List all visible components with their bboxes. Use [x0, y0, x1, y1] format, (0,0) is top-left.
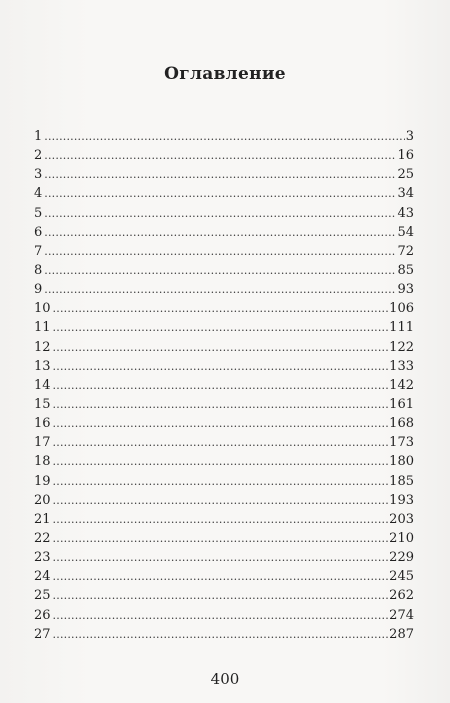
dot-leader: [53, 433, 389, 452]
toc-entry-number: 12: [34, 339, 51, 355]
toc-entry: [34, 606, 414, 625]
dot-leader: [44, 146, 396, 165]
dot-leader: [44, 204, 396, 223]
toc-entry-page: 43: [397, 205, 414, 221]
toc-entry-page: 3: [405, 129, 414, 144]
toc-entry-page: 85: [397, 262, 414, 278]
toc-entry: [34, 452, 414, 471]
toc-entry-number: 9: [34, 282, 43, 298]
dot-leader: [44, 280, 396, 299]
table-of-contents: [34, 127, 414, 644]
toc-entry: [34, 567, 414, 586]
toc-entry-page: 93: [397, 282, 414, 298]
dot-leader: [53, 510, 389, 529]
toc-entry-page: 203: [389, 511, 414, 527]
toc-entry: [34, 491, 414, 510]
dot-leader: [53, 586, 389, 605]
toc-entry: [34, 280, 414, 299]
dot-leader: [53, 452, 389, 471]
toc-entry-page: 161: [389, 396, 414, 412]
toc-entry-number: 14: [34, 377, 51, 393]
dot-leader: [44, 223, 396, 242]
toc-entry: [34, 146, 414, 165]
toc-entry-number: 17: [34, 435, 51, 451]
toc-entry-number: 6: [34, 224, 43, 240]
dot-leader: [53, 529, 389, 548]
toc-entry-number: 26: [34, 607, 51, 623]
dot-leader: [44, 165, 396, 184]
toc-entry-number: 15: [34, 396, 51, 412]
toc-entry-number: 20: [34, 492, 51, 508]
toc-entry: [34, 510, 414, 529]
toc-entry: [34, 529, 414, 548]
toc-entry-page: 111: [389, 320, 414, 336]
toc-entry-number: 5: [34, 205, 43, 221]
toc-entry-page: 262: [389, 588, 414, 604]
toc-entry-number: 7: [34, 243, 43, 259]
dot-leader: [53, 567, 389, 586]
toc-entry-page: 210: [389, 530, 414, 546]
dot-leader: [53, 376, 389, 395]
toc-entry-page: 193: [389, 492, 414, 508]
toc-entry-number: 25: [34, 588, 51, 604]
toc-entry: [34, 376, 414, 395]
toc-entry-number: 10: [34, 301, 51, 317]
toc-entry-page: 185: [389, 473, 414, 489]
toc-entry: [34, 127, 414, 146]
dot-leader: [53, 548, 389, 567]
toc-entry-number: 13: [34, 358, 51, 374]
toc-entry: [34, 184, 414, 203]
toc-entry-page: 54: [397, 224, 414, 240]
toc-entry-number: 21: [34, 511, 51, 527]
toc-entry-number: 8: [34, 262, 43, 278]
toc-entry: [34, 223, 414, 242]
toc-entry-page: 168: [389, 416, 414, 432]
toc-entry: [34, 357, 414, 376]
toc-entry-number: 22: [34, 530, 51, 546]
dot-leader: [53, 606, 389, 625]
toc-entry-number: 3: [34, 167, 43, 183]
toc-entry: [34, 433, 414, 452]
toc-entry: [34, 299, 414, 318]
toc-entry-page: 180: [389, 454, 414, 470]
toc-entry-number: 1: [34, 129, 43, 144]
toc-entry-number: 27: [34, 626, 51, 642]
dot-leader: [44, 184, 396, 203]
toc-entry: [34, 242, 414, 261]
toc-entry-number: 24: [34, 569, 51, 585]
dot-leader: [44, 127, 404, 146]
dot-leader: [53, 625, 389, 644]
toc-entry-number: 23: [34, 550, 51, 566]
toc-entry-number: 16: [34, 416, 51, 432]
dot-leader: [53, 414, 389, 433]
toc-entry-page: 142: [389, 377, 414, 393]
toc-entry-number: 2: [34, 148, 43, 164]
toc-entry-page: 287: [389, 626, 414, 642]
toc-entry-page: 173: [389, 435, 414, 451]
dot-leader: [53, 395, 389, 414]
toc-entry: [34, 261, 414, 280]
toc-entry-number: 19: [34, 473, 51, 489]
dot-leader: [44, 261, 396, 280]
toc-entry-page: 16: [397, 148, 414, 164]
toc-entry-number: 4: [34, 186, 43, 202]
toc-entry-page: 72: [397, 243, 414, 259]
toc-entry: [34, 395, 414, 414]
page-number: 400: [210, 670, 240, 688]
dot-leader: [53, 299, 389, 318]
toc-entry: [34, 472, 414, 491]
toc-entry: [34, 548, 414, 567]
toc-entry-page: 274: [389, 607, 414, 623]
dot-leader: [53, 318, 389, 337]
dot-leader: [44, 242, 396, 261]
dot-leader: [53, 357, 389, 376]
toc-entry-page: 133: [389, 358, 414, 374]
toc-entry-page: 106: [389, 301, 414, 317]
page-title: Оглавление: [164, 64, 286, 84]
dot-leader: [53, 338, 389, 357]
toc-entry: [34, 338, 414, 357]
toc-entry-number: 11: [34, 320, 51, 336]
toc-entry-page: 122: [389, 339, 414, 355]
toc-entry: [34, 204, 414, 223]
toc-entry-page: 34: [397, 186, 414, 202]
dot-leader: [53, 472, 389, 491]
toc-entry: [34, 165, 414, 184]
dot-leader: [53, 491, 389, 510]
toc-entry: [34, 586, 414, 605]
toc-entry-page: 25: [397, 167, 414, 183]
toc-entry: [34, 414, 414, 433]
toc-entry-page: 245: [389, 569, 414, 585]
toc-entry-number: 18: [34, 454, 51, 470]
toc-entry: [34, 625, 414, 644]
toc-entry-page: 229: [389, 550, 414, 566]
toc-entry: [34, 318, 414, 337]
